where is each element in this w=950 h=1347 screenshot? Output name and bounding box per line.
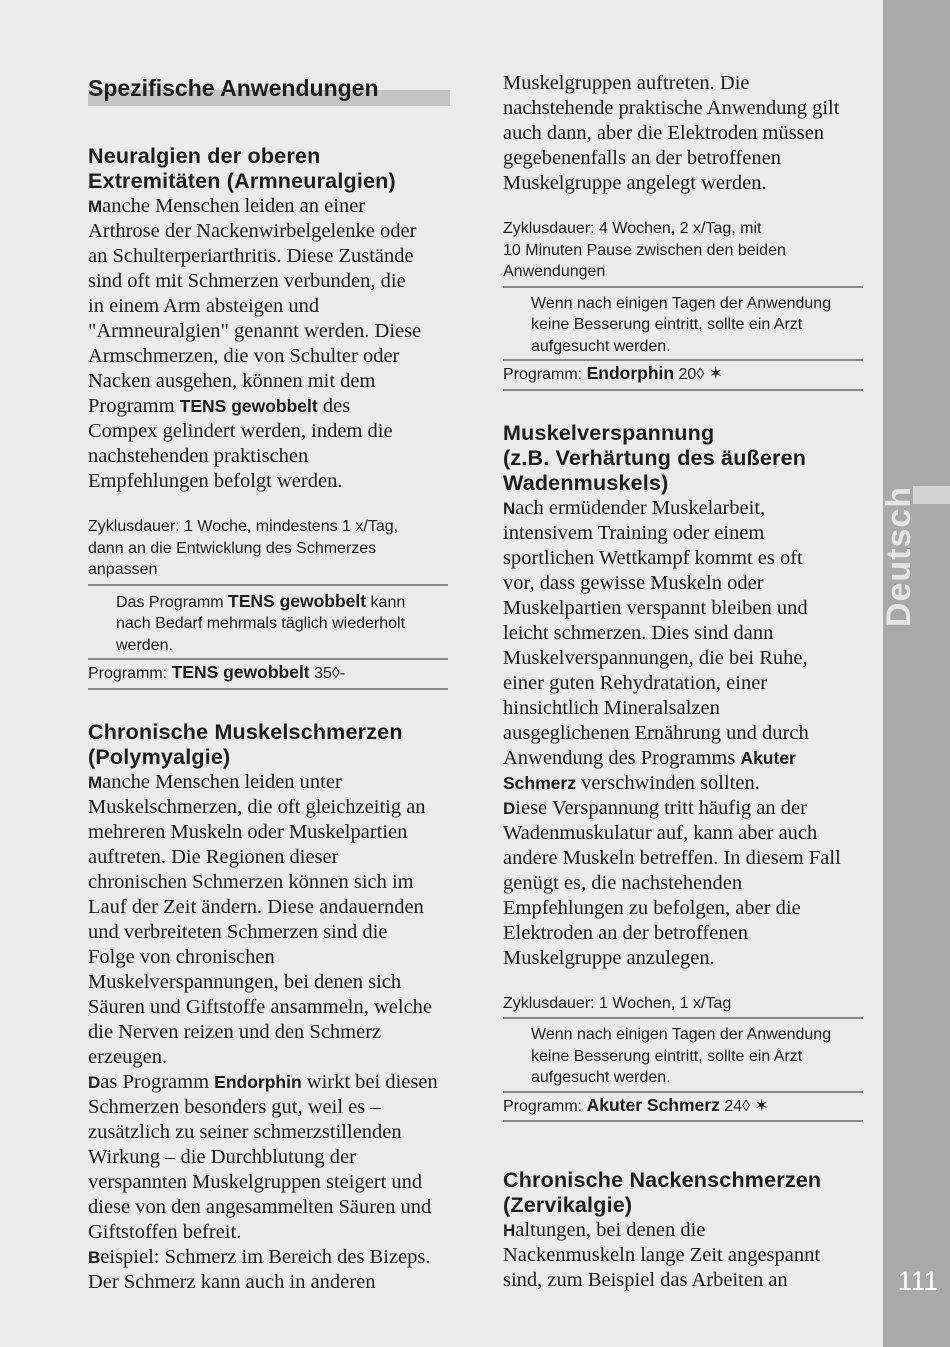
program-line: Programm: Endorphin 20◊ ✶ (503, 361, 863, 391)
body-figure-icon: ✶ (708, 364, 723, 383)
note-box: Wenn nach einigen Tagen der Anwendung keine Besserung eintritt, sollte ein Arzt aufgesucht werden. (531, 294, 832, 355)
cycle-duration: Zyklusdauer: 1 Wochen, 1 x/Tag (503, 994, 732, 1012)
note-box: Wenn nach einigen Tagen der Anwendung keine Besserung eintritt, sollte ein Arzt aufgesucht werden. (531, 1026, 832, 1086)
left-column (88, 72, 448, 1295)
program-symbol: ◊ (742, 1097, 750, 1115)
cycle-duration: Zyklusdauer: 4 Wochen, 2 x/Tag, mit 10 Minuten Pause zwischen den beiden Anwendungen (503, 220, 786, 280)
side-strip (880, 0, 950, 1347)
paragraph-cervicalgia: Haltungen, bei denen die Nackenmuskeln lange Zeit angespannt sind, zum Beispiel das Arbeiten an (503, 1219, 821, 1291)
heading-polymyalgia: Chronische Muskelschmerzen (Polymyalgie) (88, 719, 403, 769)
program-line: Programm: Akuter Schmerz 24◊ ✶ (503, 1093, 863, 1123)
paragraph-arm-neuralgia: Manche Menschen leiden an einer Arthrose der Nackenwirbelgelenke oder an Schulterperiarthritis. Diese Zustände sind oft mit Schmerzen verbunden, die in einem Arm absteigen und "Armneuralgien" genannt werden. Diese Armschmerzen, die von Schulter oder Nacken ausgehen, können mit dem Programm TENS gewobbelt des Compex gelindert werden, indem die nachstehenden praktischen Empfehlungen befolgt werden. (88, 195, 422, 492)
program-symbol: ◊- (331, 665, 346, 682)
heading-cervicalgia: Chronische Nackenschmerzen (Zervikalgie) (503, 1168, 822, 1217)
section-title: Spezifische Anwendungen (88, 72, 448, 102)
program-line: Programm: TENS gewobbelt 35◊- (88, 660, 448, 690)
paragraph-continued: Muskelgruppen auftreten. Die nachstehende praktische Anwendung gilt auch dann, aber die Elektroden müssen gegebenenfalls an der betroffenen Muskelgruppe angelegt werden. (503, 72, 840, 194)
right-column (503, 71, 863, 1293)
language-tab (870, 486, 930, 626)
page-number: 111 (897, 1266, 939, 1296)
program-symbol: ◊ (696, 366, 705, 383)
heading-muscle-tension: Muskelverspannung (z.B. Verhärtung des äußeren Wadenmuskels) (503, 420, 807, 495)
note-box: Das Programm TENS gewobbelt kann nach Bedarf mehrmals täglich wiederholt werden. (116, 590, 406, 654)
heading-arm-neuralgia: Neuralgien der oberen Extremitäten (Armneuralgien) (88, 144, 396, 193)
paragraph-polymyalgia: Manche Menschen leiden unter Muskelschmerzen, die oft gleichzeitig an mehreren Muskeln oder Muskelpartien auftreten. Die Regionen dieser chronischen Schmerzen können sich im Lauf der Zeit ändern. Diese andauernden und verbreiteten Schmerzen sind die Folge von chronischen Muskelverspannungen, bei denen sich Säuren und Giftstoffe ansammeln, welche die Nerven reizen und den Schmerz erzeugen. Das Programm Endorphin wirkt bei diesen Schmerzen besonders gut, weil es – zusätzlich zu seiner schmerzstillenden Wirkung – die Durchblutung der verspannten Muskelgruppen steigert und diese von den angesammelten Säuren und Giftstoffen befreit. Beispiel: Schmerz im Bereich des Bizeps. Der Schmerz kann auch in anderen (88, 770, 438, 1293)
cycle-duration: Zyklusdauer: 1 Woche, mindestens 1 x/Tag, dann an die Entwicklung des Schmerzes anpassen (88, 518, 399, 578)
language-tab-label: Deutsch (880, 485, 919, 627)
body-figure-icon: ✶ (754, 1095, 769, 1115)
paragraph-muscle-tension: Nach ermüdender Muskelarbeit, intensivem Training oder einem sportlichen Wettkampf kommt es oft vor, dass gewisse Muskeln oder Muskelpartien verspannt bleiben und leicht schmerzen. Dies sind dann Muskelverspannungen, die bei Ruhe, einer guten Rehydratation, einer hinsichtlich Mineralsalzen ausgeglichenen Ernährung und durch Anwendung des Programms Akuter Schmerz verschwinden sollten. Diese Verspannung tritt häufig an der Wadenmuskulatur auf, kann aber auch andere Muskeln betreffen. In diesem Fall genügt es, die nachstehenden Empfehlungen zu befolgen, aber die Elektroden an der betroffenen Muskelgruppe anzulegen. (503, 496, 841, 969)
